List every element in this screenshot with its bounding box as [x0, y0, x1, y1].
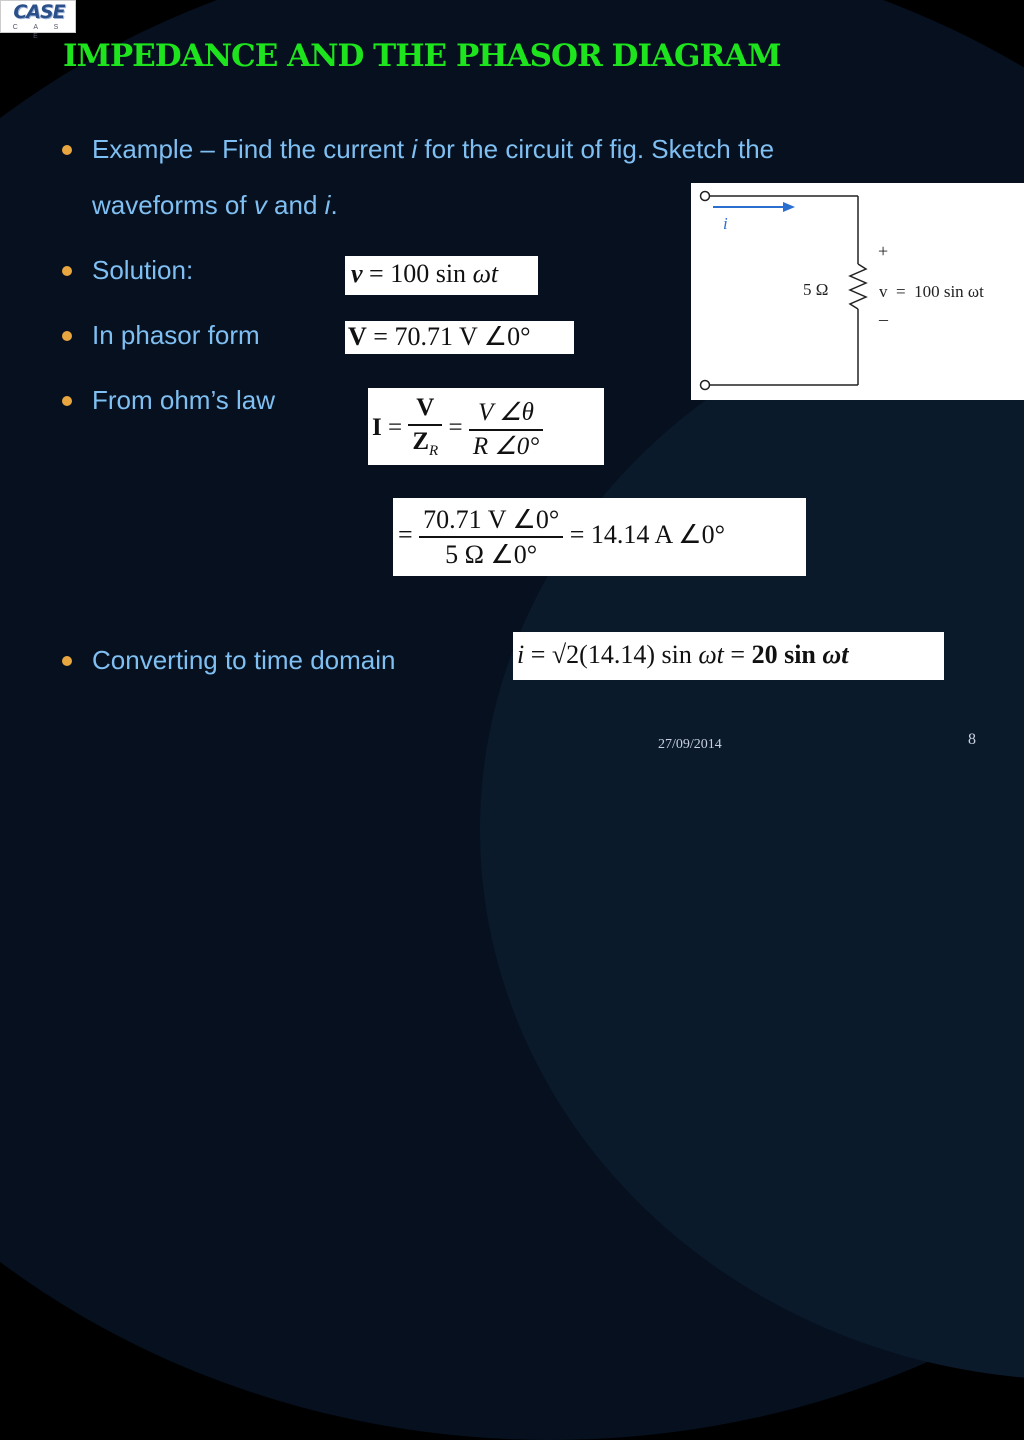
equation-ohms-law [368, 388, 604, 465]
eq-result: = 14.14 A ∠0° [569, 519, 725, 549]
example-text-d: and [266, 190, 325, 220]
eq-td-equals: = [723, 640, 752, 669]
frac-num-numeric: 70.71 V ∠0° [423, 505, 560, 534]
ohm-text: From ohm’s law [92, 385, 276, 415]
minus-sign: – [879, 309, 888, 329]
frac-den-numeric: 5 Ω ∠0° [419, 536, 563, 571]
equation-current-value [393, 498, 806, 576]
fraction-v-over-z [408, 392, 442, 467]
convert-text: Converting to time domain [92, 645, 396, 675]
frac-num-polar: V ∠θ [478, 398, 534, 426]
current-label: i [723, 214, 728, 233]
example-italic-i2: i [324, 190, 331, 220]
logo-main-text: CASE [13, 1, 65, 23]
equation-source-voltage [345, 256, 538, 295]
fraction-numeric [419, 503, 563, 571]
eq-td-i: i [517, 640, 525, 669]
example-text-b: for the circuit of fig. Sketch the [417, 134, 775, 164]
frac-den-polar: R ∠0° [469, 429, 543, 463]
top-terminal [701, 192, 710, 201]
eq-equals-3: = [398, 519, 413, 549]
frac-num-V: V [416, 394, 435, 421]
logo-sub-text: C A S E [12, 24, 66, 40]
circuit-diagram [691, 183, 1024, 400]
eq-I-symbol: I [372, 414, 382, 442]
eq-td-mid: = √2(14.14) sin [524, 640, 699, 669]
frac-den-R-sub: R [429, 443, 439, 459]
solution-text: Solution: [92, 255, 194, 285]
eq-td-bold-wt: ωt [822, 640, 849, 669]
eq-v-symbol: v [351, 259, 363, 288]
eq-td-bold: 20 sin [751, 640, 823, 669]
equation-phasor [345, 321, 574, 354]
eq-v-wt: ωt [472, 259, 499, 288]
example-text-e: . [330, 190, 338, 220]
current-arrow-head [783, 202, 795, 212]
footer-date: 27/09/2014 [658, 737, 722, 752]
resistor-label: 5 Ω [803, 280, 829, 299]
example-italic-i: i [411, 134, 418, 164]
eq-equals-1: = [387, 414, 403, 442]
example-italic-v: v [253, 190, 267, 220]
slide-title: IMPEDANCE AND THE PHASOR DIAGRAM [63, 38, 781, 74]
circuit-figure [691, 183, 1024, 400]
example-text-c: waveforms of [92, 190, 254, 220]
eq-phasor-symbol: V [348, 322, 367, 351]
phasor-text: In phasor form [92, 320, 260, 350]
example-text-a: Example – Find the current [92, 134, 412, 164]
equation-time-domain [513, 632, 944, 680]
fraction-polar [469, 397, 543, 463]
plus-sign: + [878, 241, 889, 261]
bottom-terminal [701, 381, 710, 390]
source-label: v = 100 sin ωt [879, 282, 984, 301]
resistor-zigzag [850, 264, 866, 309]
eq-td-wt: ωt [698, 640, 724, 669]
eq-v-rest: = 100 sin [362, 259, 473, 288]
eq-equals-2: = [448, 414, 463, 442]
eq-phasor-rest: = 70.71 V ∠0° [366, 322, 531, 351]
frac-den-Z: Z [412, 428, 430, 455]
case-logo [0, 0, 76, 40]
slide-number: 8 [968, 731, 976, 748]
